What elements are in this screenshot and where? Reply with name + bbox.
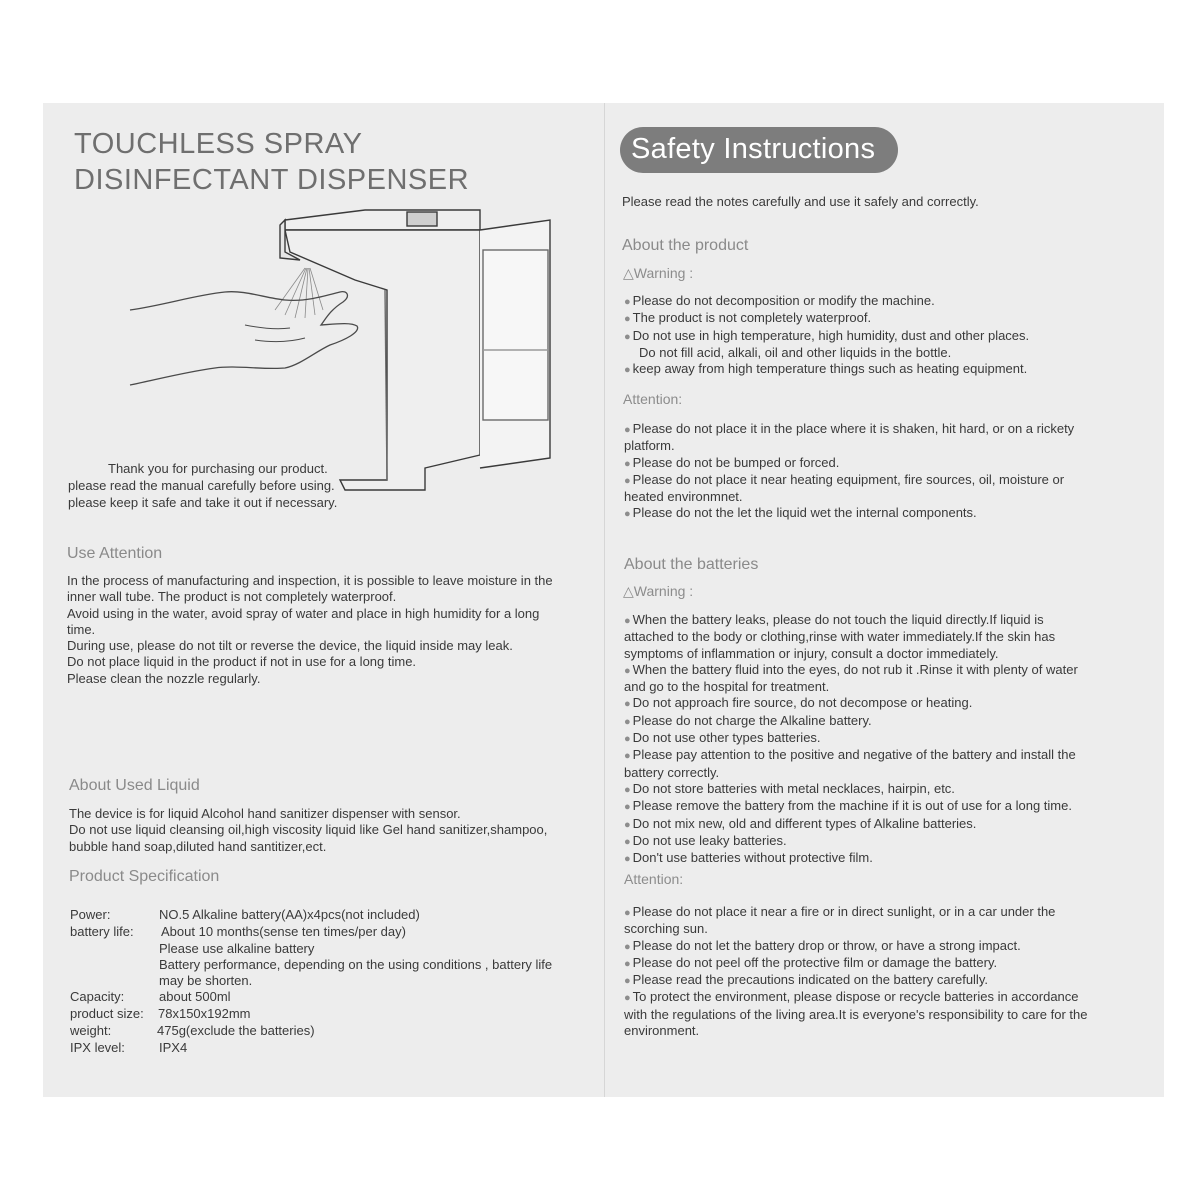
item-line: ● Please do not let the battery drop or throw, or have a strong impact. [624,938,1144,955]
item-line: ● Please do not the let the liquid wet the internal components. [624,505,1144,522]
item-line-cont: platform. [624,438,675,454]
text-line: During use, please do not tilt or reverse the device, the liquid inside may leak. [67,638,513,654]
warning-item: ● The product is not completely waterproof. [624,310,1144,327]
spec-value: NO.5 Alkaline battery(AA)x4pcs(not included) [159,907,420,922]
text-line: bubble hand soap,diluted hand santitizer,ect. [69,838,327,854]
spec-battery-notes [70,941,600,989]
about-product-heading: About the product [622,237,749,254]
about-batteries-heading: About the batteries [624,556,759,573]
spec-ipx [70,1040,600,1057]
item-line: ● Please do not charge the Alkaline battery. [624,713,1144,730]
list-item [624,833,1144,850]
list-item [624,472,1144,506]
safety-instructions-title: Safety Instructions [620,127,898,173]
text-line: In the process of manufacturing and inspection, it is possible to leave moisture in the [67,573,553,588]
item-line: ● Please do not peel off the protective film or damage the battery. [624,955,1144,972]
item-line: ● Please read the precautions indicated on the battery carefully. [624,972,1144,989]
spec-weight [70,1023,600,1040]
list-item [624,421,1144,455]
spec-value: 475g(exclude the batteries) [157,1023,315,1038]
list-item [624,781,1144,798]
spec-value: IPX4 [159,1040,188,1055]
title-line-1: TOUCHLESS SPRAY [74,128,363,160]
warning-item: ● Do not use in high temperature, high humidity, dust and other places. [624,328,1144,345]
dispenser-illustration [125,200,565,500]
use-attention-text [67,573,597,687]
item-line: ● Please do not place it near a fire or in direct sunlight, or in a car under the [624,904,1144,921]
thanks-line: please read the manual carefully before using. [68,478,335,493]
list-item [624,505,1144,522]
item-line-cont: scorching sun. [624,921,708,937]
list-item [624,904,1144,938]
spec-label: product size: [70,1006,144,1021]
about-liquid-text [69,806,599,855]
spec-value: 78x150x192mm [158,1006,251,1021]
spec-note: Battery performance, depending on the using conditions , battery life [159,957,553,972]
spec-capacity [70,989,600,1006]
spec-label: Power: [70,907,111,922]
product-warning-heading [623,265,693,282]
text-line: time. [67,621,96,637]
warning-icon: △ [623,265,634,281]
item-line: ● Do not approach fire source, do not decompose or heating. [624,695,1144,712]
text-line: The device is for liquid Alcohol hand sanitizer dispenser with sensor. [69,806,461,821]
list-item [624,972,1144,989]
list-item [624,938,1144,955]
warning-label: Warning : [633,265,694,281]
item-line-cont: environment. [624,1023,700,1039]
item-line: ● Please do not place it in the place where it is shaken, hit hard, or on a rickety [624,421,1144,438]
spec-label: IPX level: [70,1040,125,1055]
item-line: ● Don't use batteries without protective film. [624,850,1144,867]
about-liquid-heading: About Used Liquid [69,777,200,794]
item-line-cont: attached to the body or clothing,rinse with water immediately.If the skin has [624,629,1056,645]
list-item [624,816,1144,833]
item-line-cont: battery correctly. [624,764,720,780]
hand-icon [130,292,358,385]
use-attention-heading: Use Attention [67,545,163,562]
spray-mist-icon [275,268,323,318]
item-line-cont: symptoms of inflammation or injury, consult a doctor immediately. [624,645,999,661]
item-line-cont: heated environmnet. [624,489,743,505]
product-attention-heading: Attention: [623,391,683,407]
item-line: ● When the battery fluid into the eyes, do not rub it .Rinse it with plenty of water [624,662,1144,679]
thanks-line: Thank you for purchasing our product. [108,461,328,476]
item-line: ● To protect the environment, please dispose or recycle batteries in accordance [624,989,1144,1006]
list-item [624,612,1144,662]
spec-heading: Product Specification [69,868,220,885]
battery-warnings [624,612,1144,867]
spec-note: may be shorten. [159,973,253,988]
item-line: ● Please pay attention to the positive and negative of the battery and install the [624,747,1144,764]
spec-value: about 500ml [159,989,231,1004]
list-item [624,713,1144,730]
text-line: Do not place liquid in the product if not in use for a long time. [67,654,417,670]
spec-label: Capacity: [70,989,125,1004]
list-item [624,662,1144,696]
thanks-note [68,460,337,511]
item-line: ● Do not use other types batteries. [624,730,1144,747]
warning-item-cont: Do not fill acid, alkali, oil and other liquids in the bottle. [639,344,952,360]
list-item [624,747,1144,781]
spec-label: battery life: [70,924,134,939]
list-item [624,850,1144,867]
item-line-cont: and go to the hospital for treatment. [624,679,830,695]
list-item [624,730,1144,747]
list-item [624,798,1144,815]
warning-item: ● keep away from high temperature things such as heating equipment. [624,361,1144,378]
item-line: ● Please do not be bumped or forced. [624,455,1144,472]
product-attention [624,421,1144,523]
spec-note: Please use alkaline battery [159,941,315,956]
spec-size [70,1006,600,1023]
spec-label: weight: [70,1023,112,1038]
safety-intro: Please read the notes carefully and use it safely and correctly. [622,194,979,209]
battery-warning-heading [623,583,693,600]
item-line: ● When the battery leaks, please do not touch the liquid directly.If liquid is [624,612,1144,629]
text-line: Avoid using in the water, avoid spray of water and place in high humidity for a long [67,605,540,621]
product-warnings [624,293,1144,378]
list-item [624,989,1144,1039]
item-line: ● Do not use leaky batteries. [624,833,1144,850]
spec-power [70,907,600,924]
list-item [624,695,1144,712]
page-fold [604,103,605,1097]
warning-icon: △ [623,583,634,599]
spec-table [70,907,600,1057]
text-line: Do not use liquid cleansing oil,high viscosity liquid like Gel hand sanitizer,shampoo, [69,822,548,838]
warning-label: Warning : [633,583,694,599]
title-line-2: DISINFECTANT DISPENSER [74,164,470,196]
spec-battery [70,924,600,941]
thanks-line: please keep it safe and take it out if necessary. [68,495,338,510]
battery-attention-heading: Attention: [624,871,684,887]
text-line: Please clean the nozzle regularly. [67,670,261,686]
spec-value: About 10 months(sense ten times/per day) [161,924,406,939]
item-line: ● Do not store batteries with metal necklaces, hairpin, etc. [624,781,1144,798]
list-item [624,455,1144,472]
warning-item: ● Please do not decomposition or modify the machine. [624,293,1144,310]
list-item [624,955,1144,972]
item-line: ● Do not mix new, old and different types of Alkaline batteries. [624,816,1144,833]
item-line: ● Please do not place it near heating equipment, fire sources, oil, moisture or [624,472,1144,489]
battery-attention [624,904,1144,1039]
item-line: ● Please remove the battery from the machine if it is out of use for a long time. [624,798,1144,815]
product-title [74,126,469,198]
item-line-cont: with the regulations of the living area.It is everyone's responsibility to care for the [624,1006,1088,1022]
text-line: inner wall tube. The product is not completely waterproof. [67,589,397,605]
